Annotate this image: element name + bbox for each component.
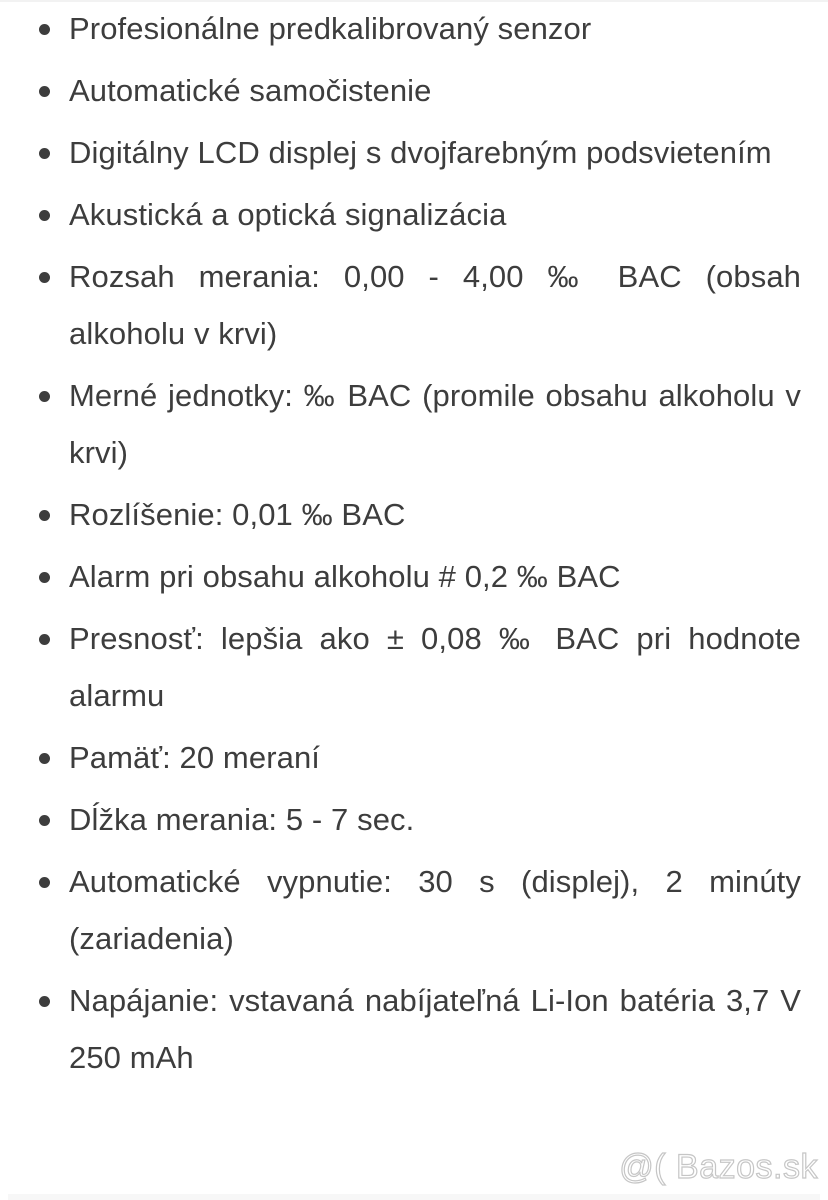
list-item-text: Profesionálne predkalibrovaný senzor [69,11,592,46]
list-item [0,853,828,967]
bullet-icon [39,86,50,97]
list-item-text: Digitálny LCD displej s dvojfarebným podsvietením [69,135,772,170]
list-item-text: Rozlíšenie: 0,01 ‰ BAC [69,497,406,532]
bullet-icon [39,815,50,826]
list-item-text: Alarm pri obsahu alkoholu # 0,2 ‰ BAC [69,559,621,594]
list-item-text: Akustická a optická signalizácia [69,197,507,232]
bullet-icon [39,996,50,1007]
list-item [0,791,828,848]
list-item [0,548,828,605]
bullet-icon [39,24,50,35]
list-item [0,124,828,181]
list-item [0,62,828,119]
list-item-text: Merné jednotky: ‰ BAC (promile obsahu alkoholu v krvi) [69,378,801,470]
bullet-icon [39,634,50,645]
bottom-edge [8,1194,820,1200]
list-item-text: Dĺžka merania: 5 - 7 sec. [69,802,415,837]
list-item [0,729,828,786]
bullet-icon [39,510,50,521]
list-item [0,367,828,481]
bullet-icon [39,391,50,402]
list-item-text: Presnosť: lepšia ako ± 0,08 ‰ BAC pri hodnote alarmu [69,621,801,713]
list-item-text: Automatické samočistenie [69,73,432,108]
list-item [0,610,828,724]
bullet-icon [39,753,50,764]
list-item [0,0,828,57]
list-item [0,972,828,1086]
list-item [0,486,828,543]
list-item-text: Napájanie: vstavaná nabíjateľná Li-Ion batéria 3,7 V 250 mAh [69,983,801,1075]
list-item-text: Pamäť: 20 meraní [69,740,321,775]
bullet-icon [39,210,50,221]
bullet-icon [39,148,50,159]
bazos-watermark: @( Bazos.sk [619,1148,818,1186]
bullet-icon [39,272,50,283]
bullet-icon [39,877,50,888]
list-item-text: Automatické vypnutie: 30 s (displej), 2 minúty (zariadenia) [69,864,801,956]
list-item [0,248,828,362]
list-item [0,186,828,243]
bullet-icon [39,572,50,583]
list-item-text: Rozsah merania: 0,00 - 4,00 ‰ BAC (obsah alkoholu v krvi) [69,259,801,351]
